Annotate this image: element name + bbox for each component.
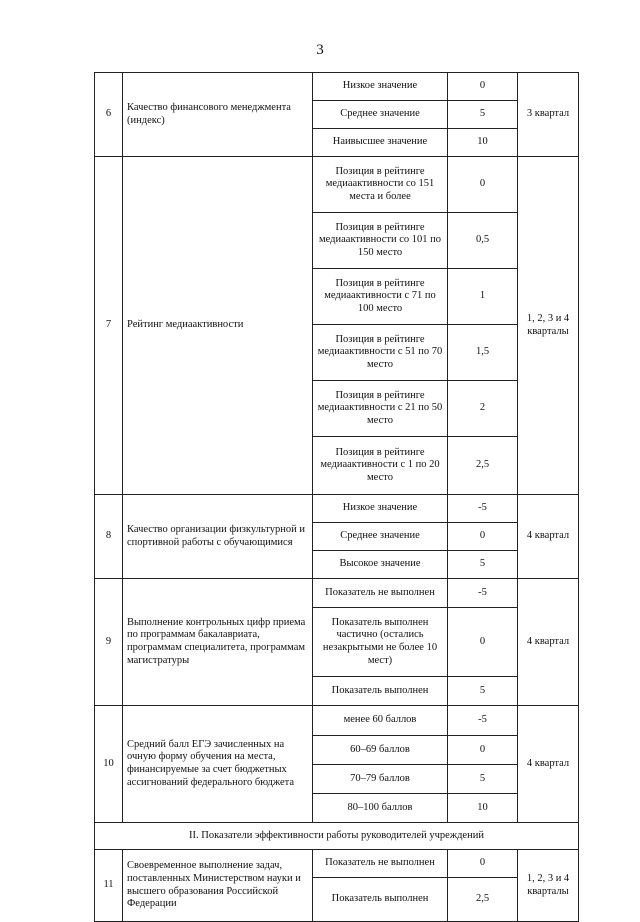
criterion-cell: Высокое значение (313, 551, 448, 579)
indicator-name: Своевременное выполнение задач, поставленных Министерством науки и высшего образования Российской Федерации (123, 850, 313, 922)
criterion-cell: Показатель не выполнен (313, 579, 448, 608)
period-cell: 1, 2, 3 и 4 кварталы (518, 157, 579, 495)
score-cell: 0,5 (448, 213, 518, 269)
criterion-cell: Показатель выполнен (313, 677, 448, 706)
score-cell: 5 (448, 677, 518, 706)
indicator-name: Качество финансового менеджмента (индекс) (123, 73, 313, 157)
criterion-cell: Среднее значение (313, 101, 448, 129)
criterion-cell: Низкое значение (313, 495, 448, 523)
criterion-cell: Показатель не выполнен (313, 850, 448, 878)
score-cell: 5 (448, 101, 518, 129)
indicator-name: Рейтинг медиаактивности (123, 157, 313, 495)
row-number: 9 (95, 579, 123, 706)
score-cell: 1,5 (448, 325, 518, 381)
criterion-cell: Показатель выполнен (313, 878, 448, 922)
indicator-name: Качество организации физкультурной и спортивной работы с обучающимися (123, 495, 313, 579)
section-header-row (95, 823, 579, 850)
score-cell: 0 (448, 850, 518, 878)
criterion-cell: Позиция в рейтинге медиаактивности с 51 по 70 место (313, 325, 448, 381)
indicator-name: Средний балл ЕГЭ зачисленных на очную форму обучения на места, финансируемые за счет бюджетных ассигнований федерального бюджета (123, 706, 313, 823)
page-number: 3 (316, 42, 324, 58)
score-cell: 0 (448, 523, 518, 551)
period-cell: 4 квартал (518, 495, 579, 579)
row-number: 11 (95, 850, 123, 922)
row-number: 8 (95, 495, 123, 579)
criterion-cell: 80–100 баллов (313, 794, 448, 823)
table-row (95, 495, 579, 523)
criterion-cell: Позиция в рейтинге медиаактивности с 71 по 100 место (313, 269, 448, 325)
period-cell: 4 квартал (518, 579, 579, 706)
score-cell: 5 (448, 765, 518, 794)
score-cell: 0 (448, 73, 518, 101)
criterion-cell: Позиция в рейтинге медиаактивности с 21 по 50 место (313, 381, 448, 437)
score-cell: 2,5 (448, 437, 518, 495)
score-cell: 2,5 (448, 878, 518, 922)
criterion-cell: Позиция в рейтинге медиаактивности со 101 по 150 место (313, 213, 448, 269)
criterion-cell: Показатель выполнен частично (остались незакрытыми не более 10 мест) (313, 608, 448, 677)
criterion-cell: 60–69 баллов (313, 736, 448, 765)
criterion-cell: Позиция в рейтинге медиаактивности с 1 по 20 место (313, 437, 448, 495)
criterion-cell: Наивысшее значение (313, 129, 448, 157)
score-cell: 5 (448, 551, 518, 579)
period-cell: 1, 2, 3 и 4 кварталы (518, 850, 579, 922)
criterion-cell: Низкое значение (313, 73, 448, 101)
row-number: 6 (95, 73, 123, 157)
score-cell: 10 (448, 129, 518, 157)
score-cell: 0 (448, 608, 518, 677)
score-cell: -5 (448, 579, 518, 608)
table-row (95, 157, 579, 213)
row-number: 10 (95, 706, 123, 823)
criterion-cell: 70–79 баллов (313, 765, 448, 794)
period-cell: 3 квартал (518, 73, 579, 157)
row-number: 7 (95, 157, 123, 495)
score-cell: -5 (448, 495, 518, 523)
indicator-name: Выполнение контрольных цифр приема по программам бакалавриата, программам специалитета, программам магистратуры (123, 579, 313, 706)
criterion-cell: менее 60 баллов (313, 706, 448, 736)
table-row (95, 850, 579, 878)
table-row (95, 706, 579, 736)
indicators-table (94, 72, 579, 922)
criterion-cell: Среднее значение (313, 523, 448, 551)
table-row (95, 73, 579, 101)
score-cell: 10 (448, 794, 518, 823)
score-cell: -5 (448, 706, 518, 736)
table-row (95, 579, 579, 608)
score-cell: 1 (448, 269, 518, 325)
section-title: II. Показатели эффективности работы руководителей учреждений (95, 823, 579, 850)
score-cell: 2 (448, 381, 518, 437)
score-cell: 0 (448, 157, 518, 213)
criterion-cell: Позиция в рейтинге медиаактивности со 151 места и более (313, 157, 448, 213)
period-cell: 4 квартал (518, 706, 579, 823)
score-cell: 0 (448, 736, 518, 765)
